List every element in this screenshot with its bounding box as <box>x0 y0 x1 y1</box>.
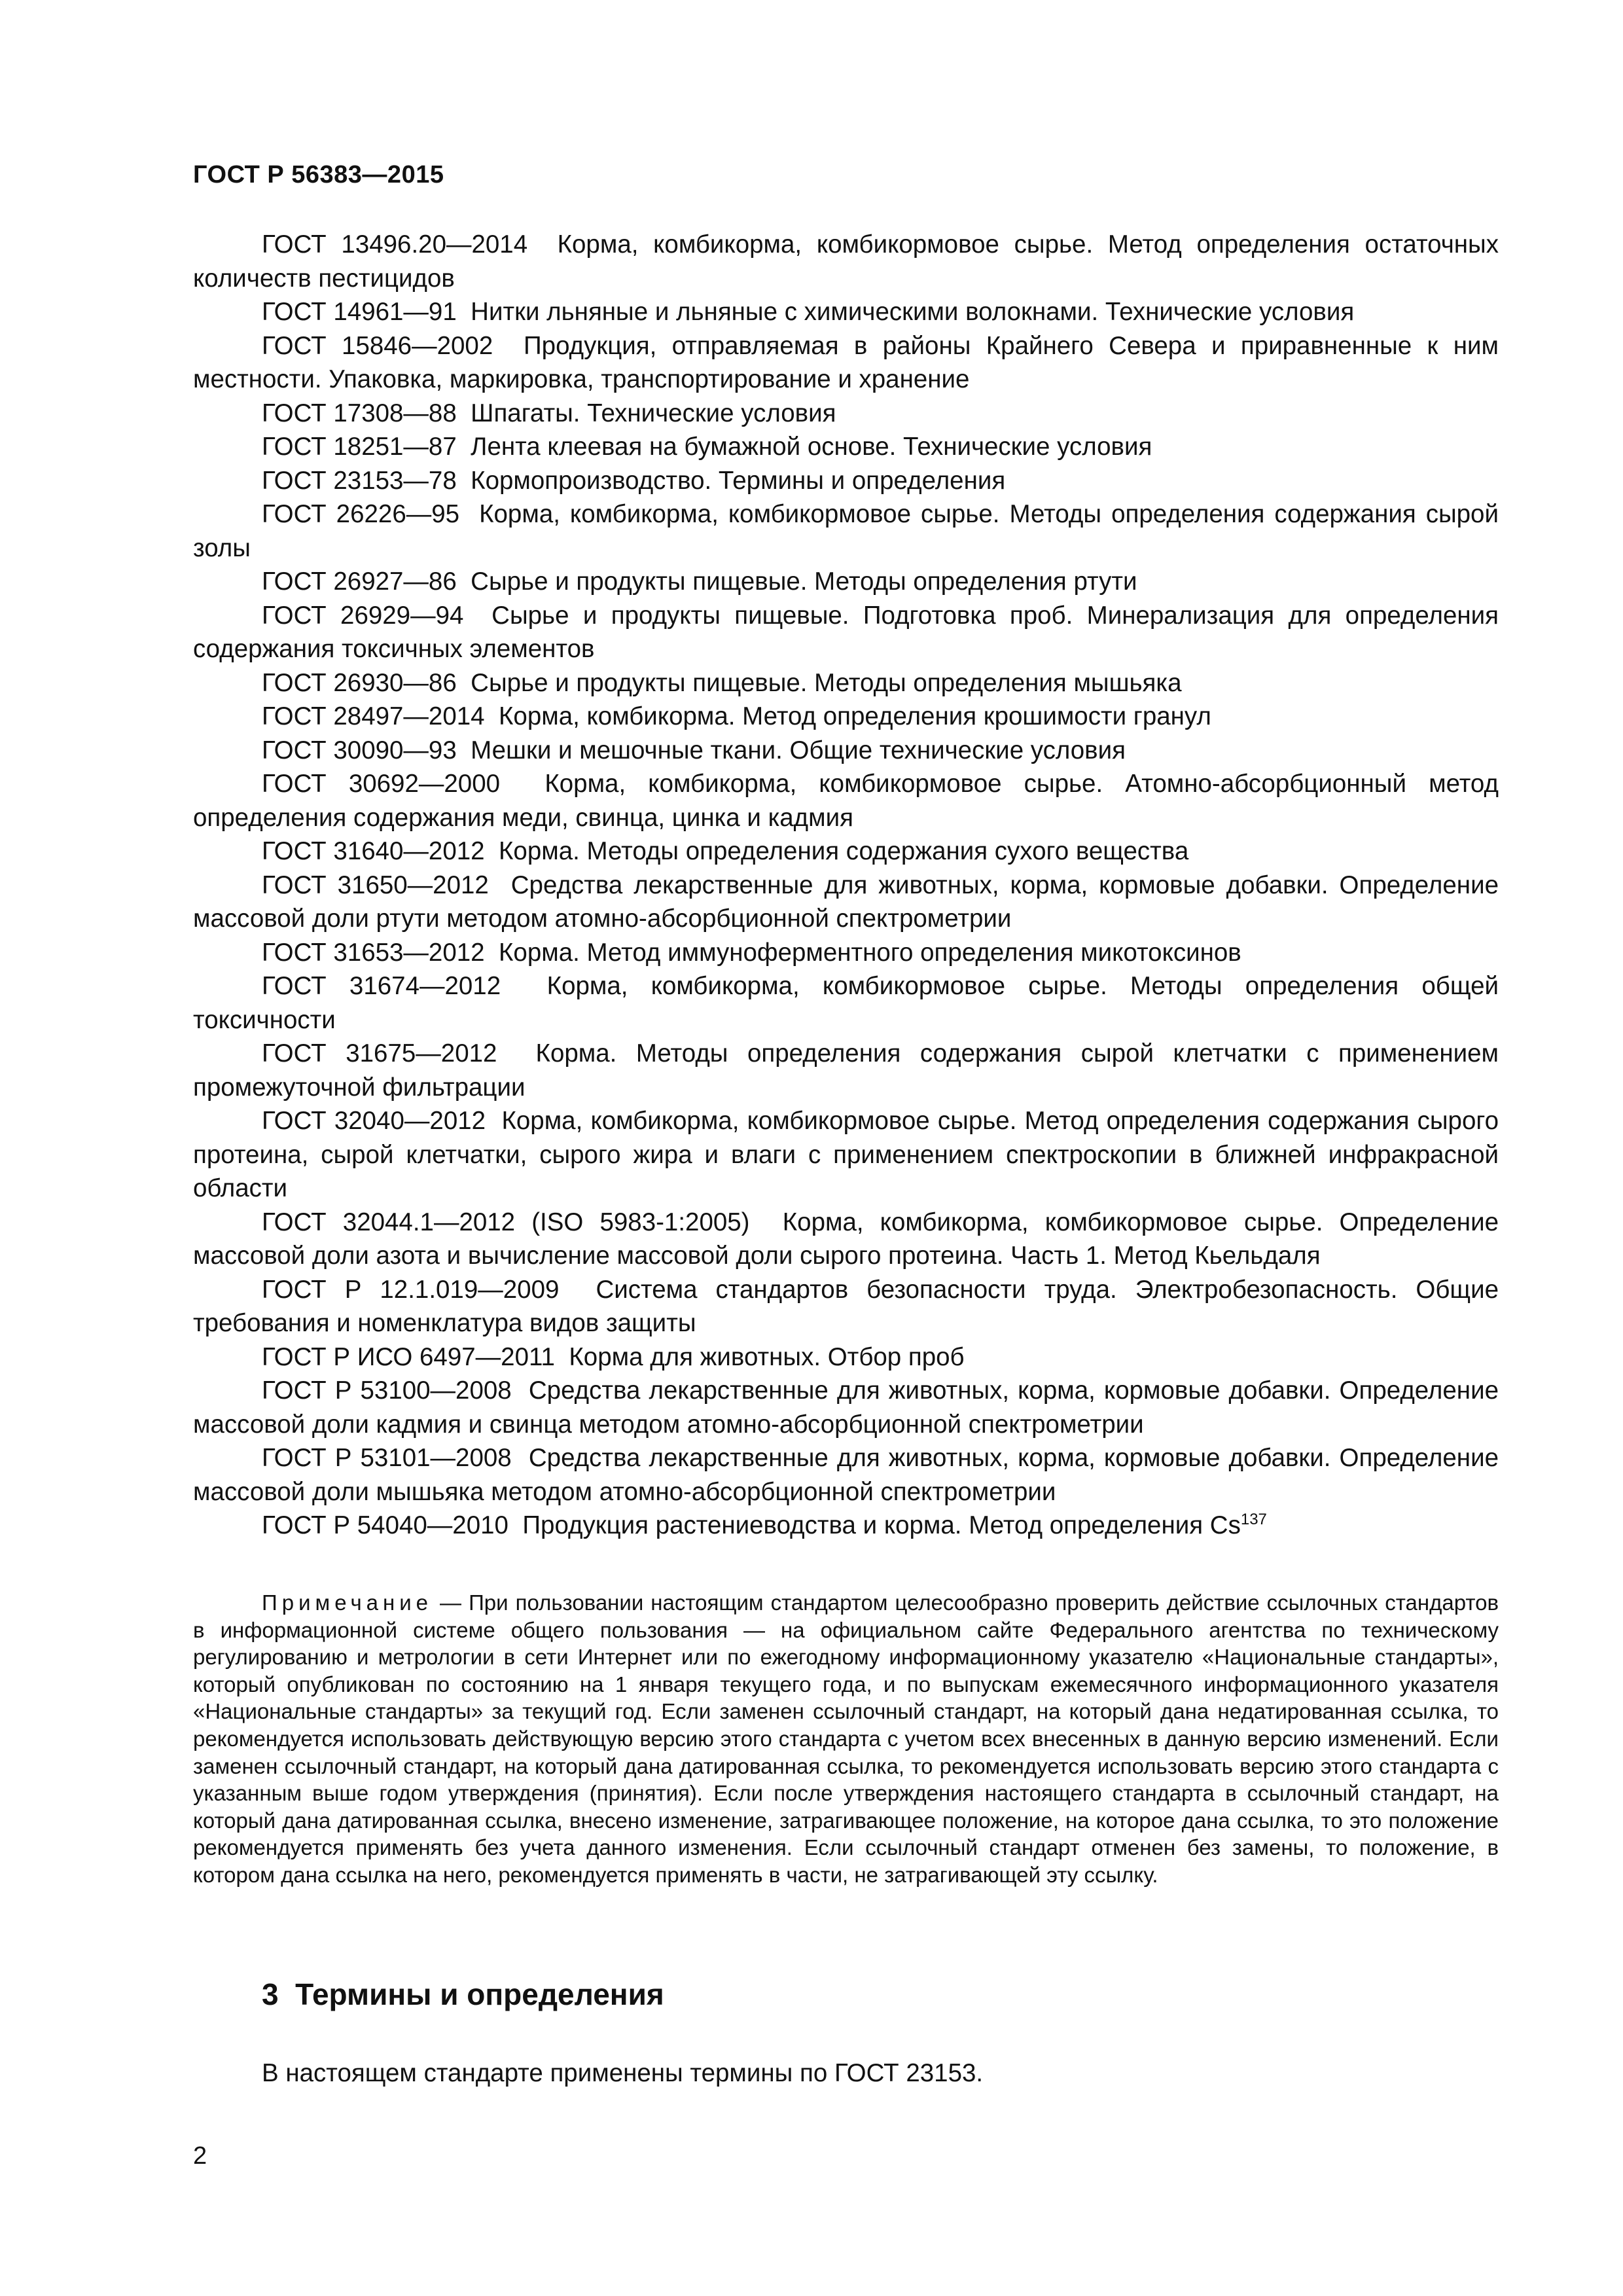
reference-code: ГОСТ 31640—2012 <box>262 837 485 865</box>
section-heading <box>262 1977 664 2012</box>
reference-entry <box>193 565 1499 599</box>
reference-title: Лента клеевая на бумажной основе. Технические условия <box>471 433 1152 461</box>
reference-entry <box>193 1037 1499 1104</box>
reference-code: ГОСТ 26930—86 <box>262 668 457 697</box>
reference-entry <box>193 599 1499 666</box>
reference-code: ГОСТ Р ИСО 6497—2011 <box>262 1342 555 1371</box>
reference-title: Кормопроизводство. Термины и определения <box>471 466 1006 495</box>
reference-code: ГОСТ 26927—86 <box>262 567 457 596</box>
reference-title: Шпагаты. Технические условия <box>471 399 836 427</box>
reference-title: Корма, комбикорма, комбикормовое сырье. Определение массовой доли азота и вычисление массовой доли сырого протеина. Часть 1. Метод Кьельдаля <box>193 1208 1499 1270</box>
reference-code: ГОСТ 13496.20—2014 <box>262 230 528 259</box>
reference-title: Корма, комбикорма, комбикормовое сырье. Методы определения общей токсичности <box>193 972 1499 1034</box>
reference-code: ГОСТ 14961—91 <box>262 298 457 326</box>
reference-entry <box>193 1340 1499 1374</box>
reference-code: ГОСТ 26226—95 <box>262 500 460 528</box>
reference-code: ГОСТ Р 53101—2008 <box>262 1444 512 1472</box>
note-text: При пользовании настоящим стандартом целесообразно проверить действие ссылочных стандартов в информационной системе общего пользования — на официальном сайте Федерального агентства по техническому регулированию и метрологии в сети Интернет или по ежегодному информационному указателю «Национальные стандарты», который опубликован по состоянию на 1 января текущего года, и по выпускам ежемесячного информационного указателя «Национальные стандарты» за текущий год. Если заменен ссылочный стандарт, на который дана недатированная ссылка, то рекомендуется использовать действующую версию этого стандарта с учетом всех внесенных в данную версию изменений. Если заменен ссылочный стандарт, на который дана датированная ссылка, то рекомендуется использовать версию этого стандарта с указанным выше годом утверждения (принятия). Если после утверждения настоящего стандарта в ссылочный стандарт, на который дана датированная ссылка, внесено изменение, затрагивающее положение, на которое дана ссылка, то это положение рекомендуется применять без учета данного изменения. Если ссылочный стандарт отменен без замены, то положение, в котором дана ссылка на него, рекомендуется применять в части, не затрагивающей эту ссылку. <box>193 1590 1499 1887</box>
reference-entry <box>193 834 1499 869</box>
section-paragraph: В настоящем стандарте применены термины по ГОСТ 23153. <box>262 2059 984 2087</box>
reference-title: Сырье и продукты пищевые. Методы определения ртути <box>471 567 1137 596</box>
reference-code: ГОСТ 15846—2002 <box>262 331 493 360</box>
reference-entry <box>193 734 1499 768</box>
section-title: Термины и определения <box>295 1977 664 2011</box>
reference-code: ГОСТ 32040—2012 <box>262 1107 486 1135</box>
reference-entry <box>193 969 1499 1037</box>
reference-entry <box>193 295 1499 329</box>
normative-references-list <box>193 228 1499 1543</box>
reference-title: Средства лекарственные для животных, корма, кормовые добавки. Определение массовой доли мышьяка методом атомно-абсорбционной спектрометрии <box>193 1444 1499 1506</box>
reference-code: ГОСТ Р 53100—2008 <box>262 1376 512 1405</box>
reference-code: ГОСТ 31653—2012 <box>262 938 485 967</box>
reference-title: Нитки льняные и льняные с химическими волокнами. Технические условия <box>471 298 1355 326</box>
reference-entry <box>193 464 1499 498</box>
reference-title: Средства лекарственные для животных, корма, кормовые добавки. Определение массовой доли кадмия и свинца методом атомно-абсорбционной спектрометрии <box>193 1376 1499 1439</box>
reference-entry <box>193 430 1499 464</box>
reference-code: ГОСТ 31675—2012 <box>262 1039 497 1067</box>
reference-entry <box>193 1273 1499 1340</box>
reference-entry <box>193 666 1499 700</box>
reference-title: Корма, комбикорма, комбикормовое сырье. Методы определения содержания сырой золы <box>193 500 1499 562</box>
reference-title: Продукция растениеводства и корма. Метод определения Cs <box>522 1511 1241 1539</box>
reference-entry <box>193 767 1499 834</box>
reference-entry <box>193 1374 1499 1441</box>
section-number: 3 <box>262 1977 279 2011</box>
reference-title: Корма, комбикорма, комбикормовое сырье. Метод определения содержания сырого протеина, сырой клетчатки, сырого жира и влаги с применением спектроскопии в ближней инфракрасной области <box>193 1107 1499 1202</box>
reference-entry <box>193 1441 1499 1509</box>
reference-code: ГОСТ 23153—78 <box>262 466 457 495</box>
reference-code: ГОСТ 17308—88 <box>262 399 457 427</box>
reference-code: ГОСТ 30090—93 <box>262 736 457 764</box>
reference-title: Мешки и мешочные ткани. Общие технические условия <box>471 736 1126 764</box>
reference-title: Корма для животных. Отбор проб <box>569 1342 965 1371</box>
reference-title: Средства лекарственные для животных, корма, кормовые добавки. Определение массовой доли ртути методом атомно-абсорбционной спектрометрии <box>193 870 1499 933</box>
note-dash: — <box>433 1590 469 1615</box>
reference-title: Корма, комбикорма, комбикормовое сырье. Метод определения остаточных количеств пестицидов <box>193 230 1499 293</box>
reference-entry <box>193 1206 1499 1273</box>
reference-code: ГОСТ 28497—2014 <box>262 702 485 730</box>
reference-entry <box>193 329 1499 397</box>
reference-code: ГОСТ 31674—2012 <box>262 972 501 1000</box>
page-number: 2 <box>193 2142 207 2170</box>
reference-entry <box>193 228 1499 295</box>
reference-entry <box>193 700 1499 734</box>
reference-code: ГОСТ 31650—2012 <box>262 870 489 899</box>
reference-title: Система стандартов безопасности труда. Электробезопасность. Общие требования и номенклатура видов защиты <box>193 1275 1499 1337</box>
reference-title: Сырье и продукты пищевые. Подготовка проб. Минерализация для определения содержания токсичных элементов <box>193 601 1499 663</box>
note-label: Примечание <box>262 1590 433 1615</box>
reference-title: Корма. Методы определения содержания сухого вещества <box>499 837 1189 865</box>
note-block <box>193 1589 1499 1889</box>
reference-entry <box>193 936 1499 970</box>
reference-code: ГОСТ Р 54040—2010 <box>262 1511 508 1539</box>
reference-entry <box>193 1104 1499 1206</box>
note-paragraph <box>193 1589 1499 1889</box>
reference-title: Корма. Методы определения содержания сырой клетчатки с применением промежуточной фильтрации <box>193 1039 1499 1102</box>
reference-code: ГОСТ 30692—2000 <box>262 770 501 798</box>
reference-title: Корма, комбикорма. Метод определения крошимости гранул <box>499 702 1211 730</box>
superscript-isotope: 137 <box>1240 1511 1267 1529</box>
reference-entry <box>193 397 1499 431</box>
reference-title: Сырье и продукты пищевые. Методы определения мышьяка <box>471 668 1182 697</box>
reference-title: Продукция, отправляемая в районы Крайнего Севера и приравненные к ним местности. Упаковка, маркировка, транспортирование и хранение <box>193 331 1499 393</box>
reference-title: Корма, комбикорма, комбикормовое сырье. Атомно-абсорбционный метод определения содержания меди, свинца, цинка и кадмия <box>193 770 1499 832</box>
reference-entry <box>193 1509 1499 1543</box>
reference-title: Корма. Метод иммуноферментного определения микотоксинов <box>499 938 1241 967</box>
reference-code: ГОСТ 18251—87 <box>262 433 457 461</box>
reference-code: ГОСТ 26929—94 <box>262 601 464 630</box>
page-header: ГОСТ Р 56383—2015 <box>193 161 444 188</box>
reference-code: ГОСТ 32044.1—2012 (ISO 5983-1:2005) <box>262 1208 750 1236</box>
reference-code: ГОСТ Р 12.1.019—2009 <box>262 1275 560 1304</box>
reference-entry <box>193 869 1499 936</box>
reference-entry <box>193 497 1499 565</box>
